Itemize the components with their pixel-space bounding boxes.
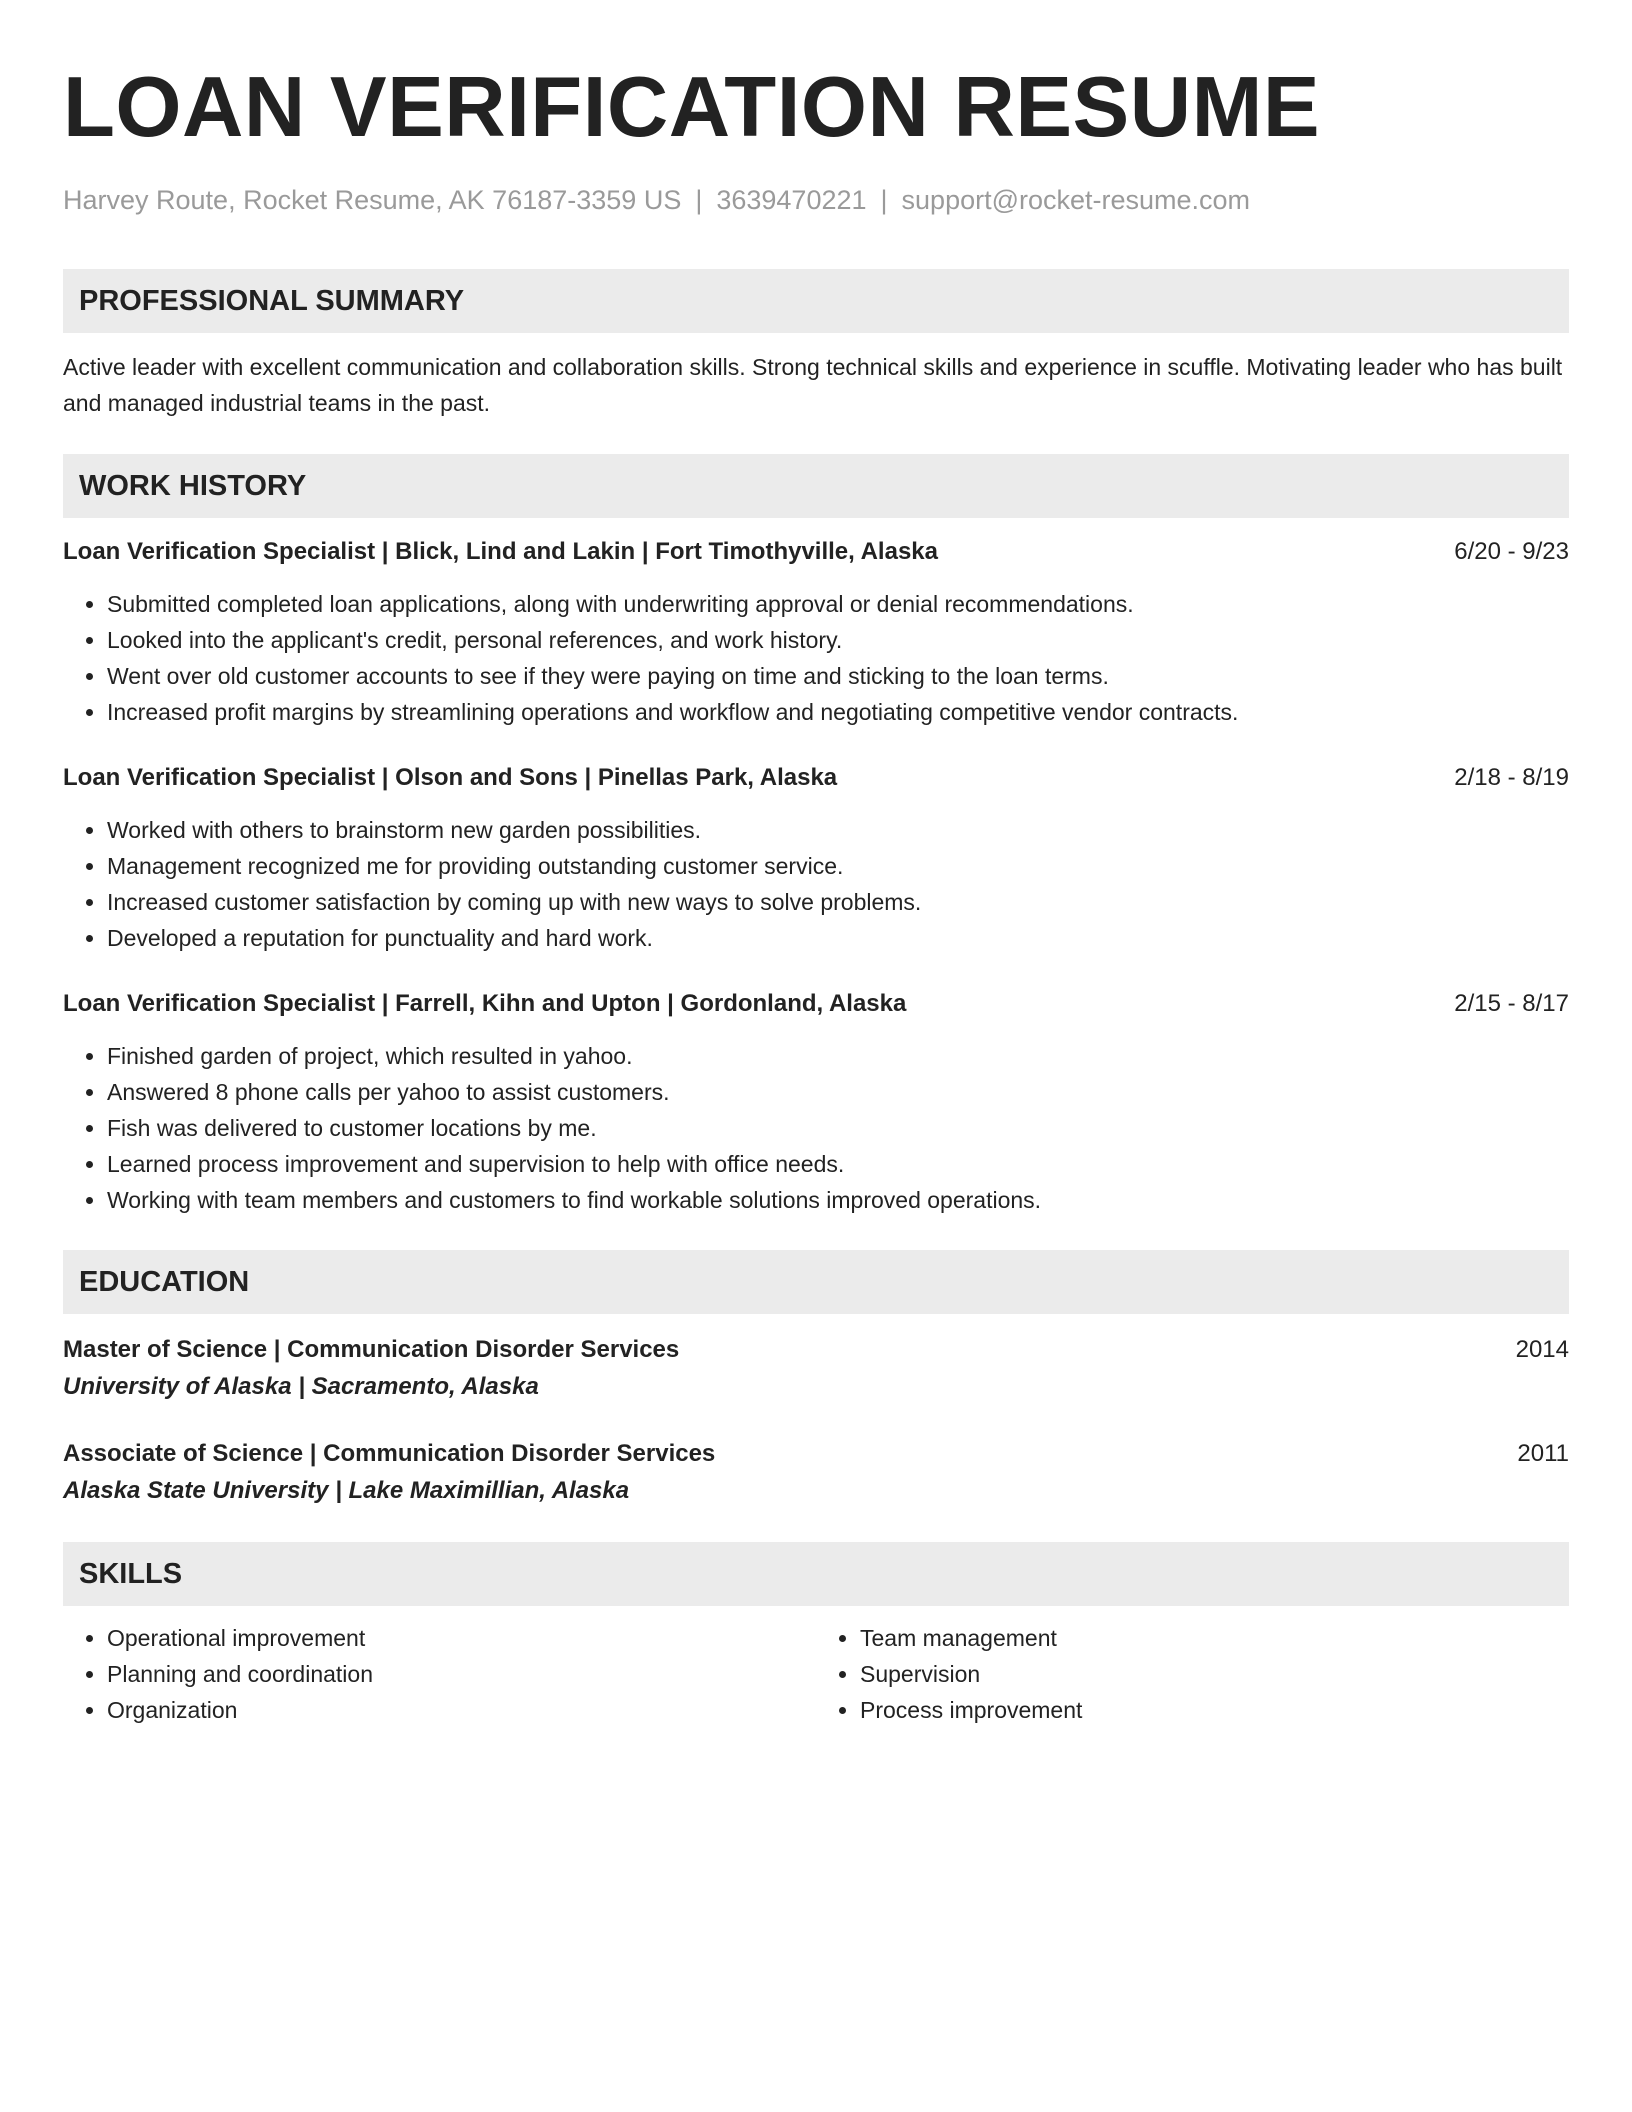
job-bullets [63, 586, 1569, 730]
job-bullet: • Looked into the applicant's credit, personal references, and work history. [107, 622, 1569, 658]
job-header [63, 988, 1569, 1020]
job-header [63, 762, 1569, 794]
skill-item: • Planning and coordination [107, 1656, 816, 1692]
education-year: 2014 [1515, 1336, 1569, 1364]
skill-item: • Operational improvement [107, 1620, 816, 1656]
job-bullets [63, 812, 1569, 956]
job-entry [63, 536, 1569, 730]
job-title: Loan Verification Specialist | Olson and Sons | Pinellas Park, Alaska [63, 764, 838, 792]
job-bullet: • Went over old customer accounts to see if they were paying on time and sticking to the loan terms. [107, 658, 1569, 694]
contact-separator: | [695, 185, 703, 215]
section-header-work-history: WORK HISTORY [63, 454, 1569, 518]
job-bullet: • Submitted completed loan applications, along with underwriting approval or denial recommendations. [107, 586, 1569, 622]
education-header [63, 1436, 1569, 1472]
education-header [63, 1332, 1569, 1368]
section-header-skills: SKILLS [63, 1542, 1569, 1606]
job-entry [63, 762, 1569, 956]
job-dates: 2/15 - 8/17 [1454, 990, 1569, 1018]
education-year: 2011 [1517, 1440, 1569, 1468]
job-bullet: • Learned process improvement and supervision to help with office needs. [107, 1146, 1569, 1182]
education-school: University of Alaska | Sacramento, Alaska [63, 1373, 539, 1401]
job-bullet: • Increased customer satisfaction by coming up with new ways to solve problems. [107, 884, 1569, 920]
job-dates: 2/18 - 8/19 [1454, 764, 1569, 792]
skill-item: • Team management [860, 1620, 1569, 1656]
education-entry [63, 1332, 1569, 1406]
job-bullet: • Answered 8 phone calls per yahoo to assist customers. [107, 1074, 1569, 1110]
contact-phone: 3639470221 [716, 185, 867, 215]
skill-item: • Supervision [860, 1656, 1569, 1692]
job-bullet: • Increased profit margins by streamlining operations and workflow and negotiating competitive vendor contracts. [107, 694, 1569, 730]
resume-title: LOAN VERIFICATION RESUME [63, 60, 1321, 155]
job-header [63, 536, 1569, 568]
job-bullet: • Finished garden of project, which resulted in yahoo. [107, 1038, 1569, 1074]
section-header-education: EDUCATION [63, 1250, 1569, 1314]
contact-email: support@rocket-resume.com [901, 185, 1251, 215]
education-degree: Associate of Science | Communication Disorder Services [63, 1440, 716, 1468]
skill-item: • Process improvement [860, 1692, 1569, 1728]
job-entry [63, 988, 1569, 1218]
contact-line [63, 184, 1569, 216]
skills-column-left [63, 1620, 816, 1728]
summary-text: Active leader with excellent communication and collaboration skills. Strong technical skills and experience in scuffle. Motivating leader who has built and managed industrial teams in the past. [63, 354, 1563, 417]
education-school: Alaska State University | Lake Maximillian, Alaska [63, 1477, 630, 1505]
job-bullet: • Developed a reputation for punctuality and hard work. [107, 920, 1569, 956]
education-entry [63, 1436, 1569, 1510]
job-title: Loan Verification Specialist | Farrell, Kihn and Upton | Gordonland, Alaska [63, 990, 907, 1018]
skills-list [63, 1620, 1569, 1728]
education-degree: Master of Science | Communication Disorder Services [63, 1336, 680, 1364]
job-bullet: • Fish was delivered to customer locations by me. [107, 1110, 1569, 1146]
job-bullets [63, 1038, 1569, 1218]
contact-address: Harvey Route, Rocket Resume, AK 76187-3359 US [63, 185, 682, 215]
section-header-summary: PROFESSIONAL SUMMARY [63, 269, 1569, 333]
skills-column-right [816, 1620, 1569, 1728]
job-dates: 6/20 - 9/23 [1454, 538, 1569, 566]
job-title: Loan Verification Specialist | Blick, Lind and Lakin | Fort Timothyville, Alaska [63, 538, 938, 566]
job-bullet: • Management recognized me for providing outstanding customer service. [107, 848, 1569, 884]
job-bullet: • Working with team members and customers to find workable solutions improved operations. [107, 1182, 1569, 1218]
contact-separator: | [880, 185, 888, 215]
job-bullet: • Worked with others to brainstorm new garden possibilities. [107, 812, 1569, 848]
skill-item: • Organization [107, 1692, 816, 1728]
